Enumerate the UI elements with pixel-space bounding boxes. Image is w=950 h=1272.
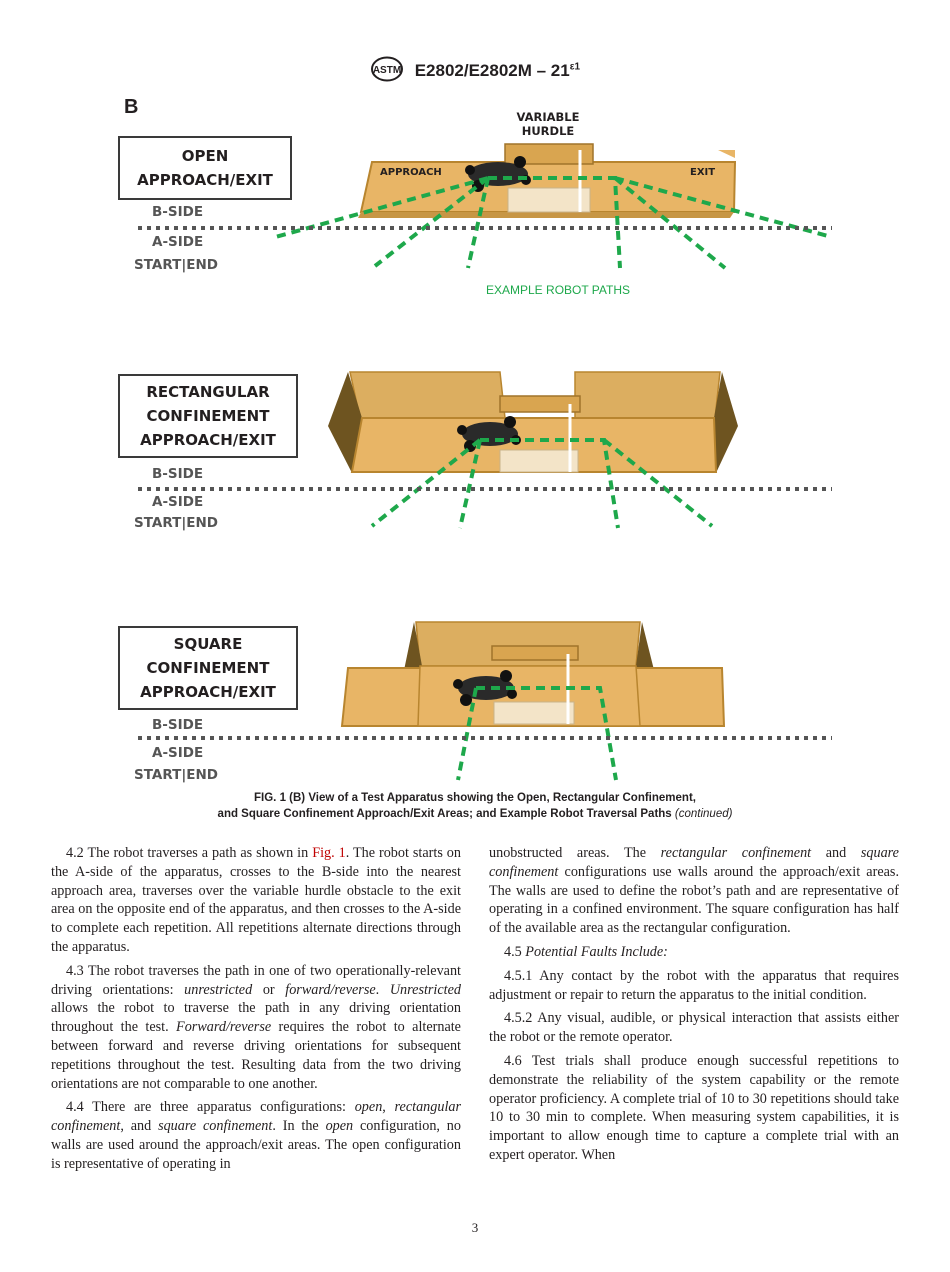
- a-side-label: A-SIDE: [152, 234, 204, 250]
- page-number: 3: [471, 1220, 479, 1235]
- variable-hurdle-label: VARIABLE HURDLE: [516, 110, 580, 138]
- rect-apparatus-diagram: [0, 368, 950, 538]
- start-end-label: START|END: [134, 257, 218, 273]
- start-end-label: START|END: [134, 515, 218, 531]
- open-apparatus-diagram: [0, 140, 950, 300]
- exit-label: EXIT: [690, 167, 716, 178]
- paragraph-4-5: 4.5 Potential Faults Include:: [504, 943, 668, 960]
- example-paths-label: EXAMPLE ROBOT PATHS: [486, 283, 631, 297]
- a-side-label: A-SIDE: [152, 745, 204, 761]
- paragraph-4-5-2: 4.5.2 Any visual, audible, or physical interaction that assists either the robot or the remote operator.: [489, 1010, 899, 1046]
- figure-caption: FIG. 1 (B) View of a Test Apparatus showing the Open, Rectangular Confinement, and Square Confinement Approach/Exit Areas; and Example Robot Traversal Paths (continued): [217, 792, 733, 820]
- astm-logo-icon: [370, 56, 404, 87]
- square-apparatus-diagram: [0, 618, 950, 788]
- rect-config-label: RECTANGULAR CONFINEMENT APPROACH/EXIT: [118, 374, 298, 458]
- paragraph-4-4: 4.4 There are three apparatus configurations: open, rectangular confinement, and square confinement. In the open configuration, no walls are used around the approach/exit areas. The open configuration is representative of operating in: [51, 1099, 462, 1172]
- left-column: [51, 844, 461, 1179]
- b-side-label: B-SIDE: [152, 466, 204, 482]
- paragraph-4-6: 4.6 Test trials shall produce enough successful repetitions to demonstrate the reliability of the system capability or the remote operator proficiency. A complete trial of 10 to 30 repetitions should take 10 to 30 min to complete. When measuring system capabilities, it is important to allow enough time to capture a complete trial with an expert operator. When: [489, 1052, 899, 1163]
- right-column: [489, 844, 899, 1170]
- square-config-label: SQUARE CONFINEMENT APPROACH/EXIT: [118, 626, 298, 710]
- a-side-label: A-SIDE: [152, 494, 204, 510]
- fig-1-link[interactable]: Fig. 1: [312, 845, 346, 861]
- panel-letter: B: [124, 96, 139, 118]
- paragraph-4-2: 4.2 The robot traverses a path as shown in Fig. 1. The robot starts on the A-side of the apparatus, crosses to the B-side into the nearest approach area, traverses over the variable hurdle obstacle to the exit area on the opposite end of the apparatus, and then crosses to the A-side to complete each repetition. All repetitions alternate directions through the apparatus.: [51, 845, 461, 955]
- paragraph-4-4-continued: unobstructed areas. The rectangular confinement and square confinement configurations use walls around the approach/exit areas. The walls are used to define the robot’s path and are representative of operating in a confined environment. The square configuration has half of the available area as the rectangular configuration.: [489, 845, 899, 937]
- designation: E2802/E2802M – 21: [414, 60, 570, 80]
- svg-text:ASTM: ASTM: [372, 65, 402, 76]
- b-side-label: B-SIDE: [152, 204, 204, 220]
- paragraph-4-5-1: 4.5.1 Any contact by the robot with the apparatus that requires adjustment or repair to return the apparatus to the initial condition.: [489, 967, 899, 1003]
- start-end-label: START|END: [134, 767, 218, 783]
- p44-continuation: unobstructed areas. The: [489, 845, 661, 861]
- designation-superscript: ε1: [569, 61, 581, 73]
- paragraph-4-3: 4.3 The robot traverses the path in one of two operationally-relevant driving orientations: unrestricted or forward/reverse. Unrestricted allows the robot to traverse the path in any driving orientation throughout the test. Forward/reverse requires the robot to alternate between forward and reverse driving orientations for subsequent repetitions throughout the test. Resulting data from the two driving orientations are not comparable to one another.: [51, 962, 461, 1092]
- approach-label: APPROACH: [380, 167, 442, 178]
- b-side-label: B-SIDE: [152, 717, 204, 733]
- open-config-label: OPEN APPROACH/EXIT: [118, 136, 292, 200]
- document-header: [0, 56, 950, 87]
